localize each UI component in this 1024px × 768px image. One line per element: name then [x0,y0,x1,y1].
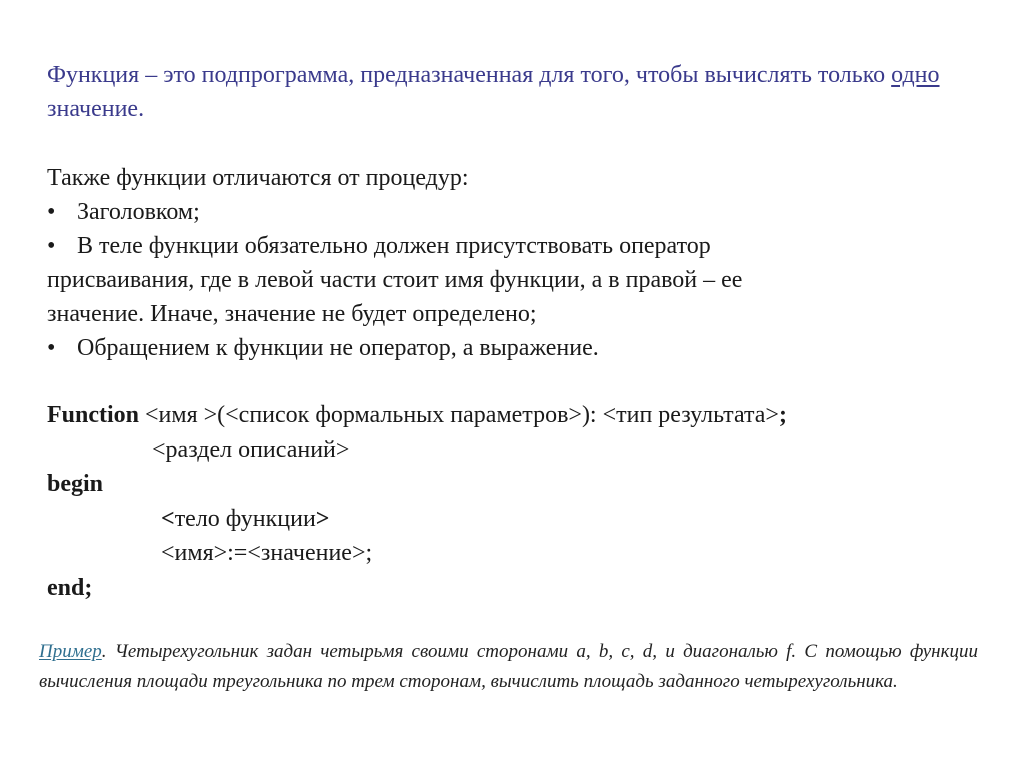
bullet-icon: • [47,233,56,259]
definition-text-1: Функция – это подпрограмма, предназначенная для того, чтобы вычислять только [47,62,892,88]
example-paragraph [39,637,978,696]
list-item-text: Обращением к функции не оператор, а выражение. [77,335,599,361]
list-item-text: В теле функции обязательно должен присутствовать оператор [77,233,711,259]
syntax-descriptions: <раздел описаний> [152,436,350,463]
definition-underlined-word: одно [891,62,940,88]
syntax-header [47,398,987,433]
example-text: . Четырехугольник задан четырьмя своими сторонами a, b, c, d, и диагональю f. С помощью функции вычисления площади треугольника по трем сторонам, вычислить площадь заданного четырехугольника. [39,641,978,692]
list-item-continuation: значение. Иначе, значение не будет определено; [47,301,537,327]
function-syntax [47,398,987,605]
list-item-text: Заголовком; [77,199,200,225]
definition-text-2: значение. [47,96,145,122]
differences-list [47,161,987,365]
keyword-function: Function [47,402,140,428]
syntax-body-gt: > [315,505,330,532]
list-item [47,331,987,365]
function-definition [47,58,987,126]
bullet-icon: • [47,199,56,225]
list-item [47,195,987,229]
keyword-begin: begin [47,471,104,497]
syntax-assignment: <имя>:=<значение>; [161,540,373,566]
bullet-icon: • [47,335,56,361]
list-item-continuation: присваивания, где в левой части стоит имя функции, а в правой – ее [47,267,743,293]
syntax-semicolon: ; [778,402,787,428]
syntax-body-lt: < [161,505,175,532]
syntax-header-text: <имя >(<список формальных параметров>): <тип результата> [139,402,779,428]
example-link[interactable]: Пример [39,641,102,662]
syntax-body-text: тело функции [174,505,316,532]
list-item [47,229,987,263]
differences-intro: Также функции отличаются от процедур: [47,165,469,191]
syntax-body [47,502,987,537]
keyword-end: end; [47,574,93,601]
